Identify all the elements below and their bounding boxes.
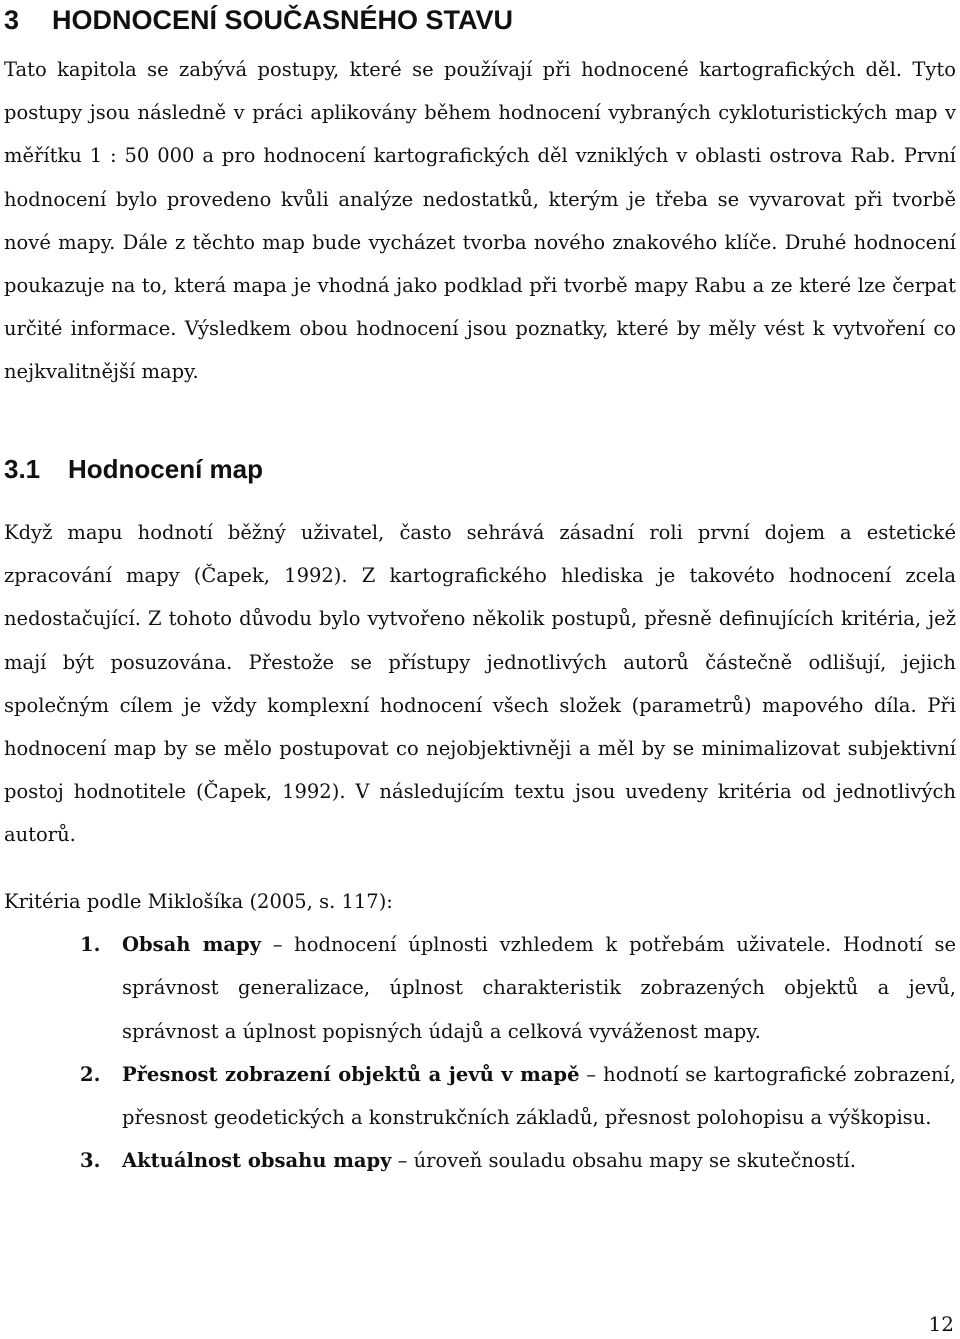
list-marker: 2. (80, 1062, 101, 1086)
list-marker: 1. (80, 933, 101, 956)
criteria-list (0, 923, 960, 1183)
criterion-term: Přesnost zobrazení objektů a jevů v mapě (122, 1062, 580, 1086)
criterion-term: Aktuálnost obsahu mapy (122, 1149, 392, 1173)
criterion-description: – hodnocení úplnosti vzhledem k potřebám uživatele. Hodnotí se správnost generalizace, úplnost charakteristik zobrazených objektů a jevů, správnost a úplnost popisných údajů a celková vyváženost mapy. (122, 933, 956, 1043)
criterion-description: – úroveň souladu obsahu mapy se skutečností. (391, 1149, 856, 1173)
chapter-heading (4, 3, 513, 37)
section-number: 3.1 (4, 454, 41, 484)
list-item (0, 1053, 956, 1140)
intro-paragraph: Tato kapitola se zabývá postupy, které se používají při hodnocené kartografických děl. Tyto postupy jsou následně v práci aplikovány během hodnocení vybraných cykloturistických map v měřítku 1 : 50 000 a pro hodnocení kartografických děl vzniklých v oblasti ostrova Rab. První hodnocení bylo provedeno kvůli analýze nedostatků, kterým je třeba se vyvarovat při tvorbě nové mapy. Dále z těchto map bude vycházet tvorba nového znakového klíče. Druhé hodnocení poukazuje na to, která mapa je vhodná jako podklad při tvorbě mapy Rabu a ze které lze čerpat určité informace. Výsledkem obou hodnocení jsou poznatky, které by měly vést k vytvoření co nejkvalitnější mapy. (4, 58, 956, 384)
list-item (0, 923, 956, 1053)
criterion-description: – hodnotí se kartografické zobrazení, přesnost geodetických a konstrukčních základů, přesnost polohopisu a výškopisu. (122, 1062, 956, 1130)
criteria-intro: Kritéria podle Miklošíka (2005, s. 117): (4, 890, 393, 913)
section-heading (4, 452, 263, 486)
section-paragraph: Když mapu hodnotí běžný uživatel, často sehrává zásadní roli první dojem a estetické zpracování mapy (Čapek, 1992). Z kartografického hlediska je takovéto hodnocení zcela nedostačující. Z tohoto důvodu bylo vytvořeno několik postupů, přesně definujících kritéria, jež mají být posuzována. Přestože se přístupy jednotlivých autorů částečně odlišují, jejich společným cílem je vždy komplexní hodnocení všech složek (parametrů) mapového díla. Při hodnocení map by se mělo postupovat co nejobjektivněji a měl by se minimalizovat subjektivní postoj hodnotitele (Čapek, 1992). V následujícím textu jsou uvedeny kritéria od jednotlivých autorů. (4, 521, 956, 847)
list-item (0, 1139, 956, 1182)
criterion-term: Obsah mapy (122, 933, 261, 956)
list-marker: 3. (80, 1149, 101, 1173)
section-title: Hodnocení map (68, 454, 264, 484)
chapter-number: 3 (4, 5, 20, 35)
page-number: 12 (928, 1312, 954, 1336)
chapter-title: HODNOCENÍ SOUČASNÉHO STAVU (52, 5, 514, 35)
